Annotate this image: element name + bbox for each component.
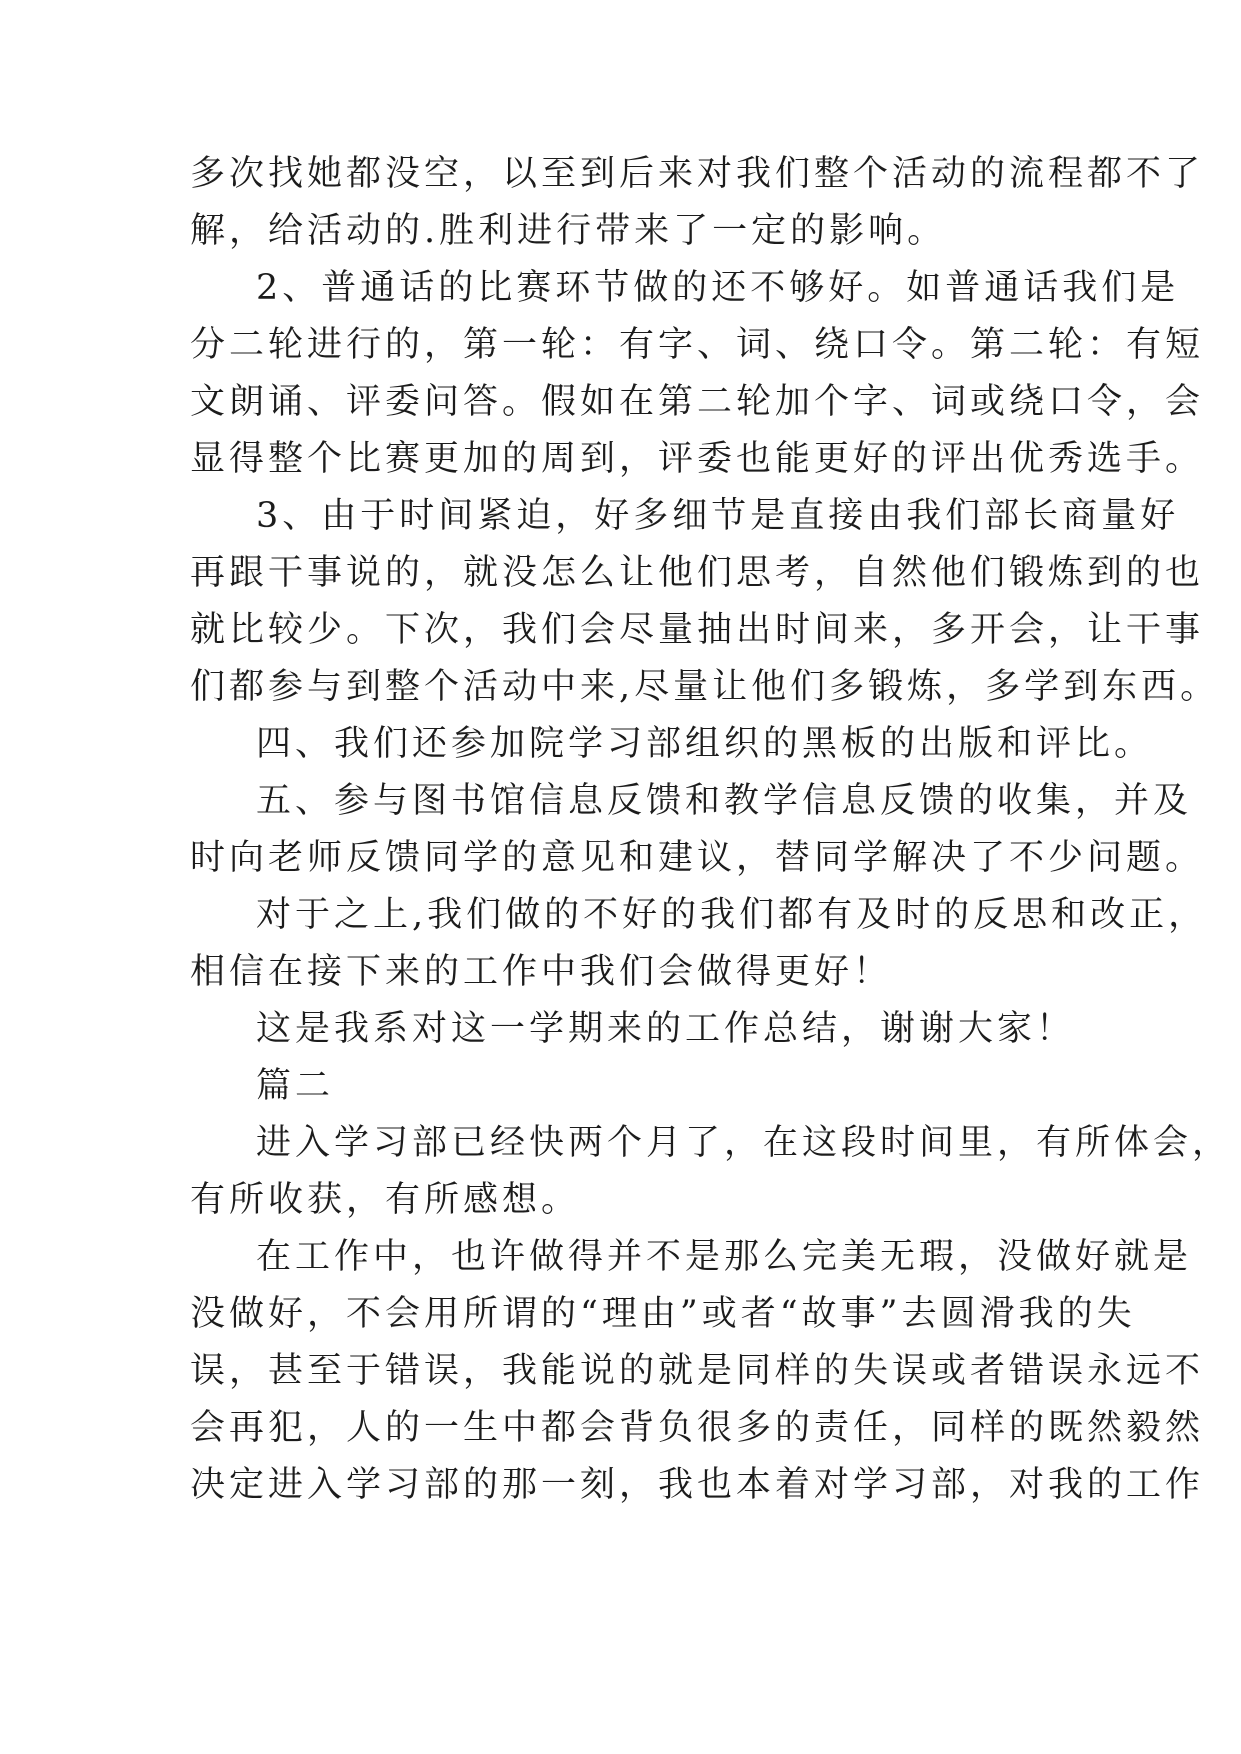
text-line: 3、由于时间紧迫，好多细节是直接由我们部长商量好: [256, 496, 1180, 536]
text-line: 四、我们还参加院学习部组织的黑板的出版和评比。: [256, 724, 1154, 764]
text-line: 有所收获，有所感想。: [190, 1180, 581, 1220]
text-line: 误，甚至于错误，我能说的就是同样的失误或者错误永远不: [190, 1351, 1205, 1391]
text-line: 对于之上,我们做的不好的我们都有及时的反思和改正，: [256, 895, 1208, 935]
text-line: 会再犯，人的一生中都会背负很多的责任，同样的既然毅然: [190, 1408, 1205, 1448]
text-line: 显得整个比赛更加的周到，评委也能更好的评出优秀选手。: [190, 439, 1205, 479]
text-line: 进入学习部已经快两个月了，在这段时间里，有所体会，: [256, 1123, 1232, 1163]
text-line: 时向老师反馈同学的意见和建议，替同学解决了不少问题。: [190, 838, 1205, 878]
text-line: 五、参与图书馆信息反馈和教学信息反馈的收集，并及: [256, 781, 1193, 821]
text-line: 相信在接下来的工作中我们会做得更好！: [190, 952, 893, 992]
section-heading: 篇二: [256, 1066, 335, 1106]
text-line: 多次找她都没空，以至到后来对我们整个活动的流程都不了: [190, 154, 1205, 194]
text-line: 就比较少。下次，我们会尽量抽出时间来，多开会，让干事: [190, 610, 1205, 650]
text-line: 文朗诵、评委问答。假如在第二轮加个字、词或绕口令，会: [190, 382, 1205, 422]
text-line: 们都参与到整个活动中来,尽量让他们多锻炼，多学到东西。: [190, 667, 1220, 707]
text-line: 没做好，不会用所谓的“理由”或者“故事”去圆滑我的失: [190, 1294, 1136, 1334]
text-line: 解，给活动的.胜利进行带来了一定的影响。: [190, 211, 947, 251]
text-line: 分二轮进行的，第一轮：有字、词、绕口令。第二轮：有短: [190, 325, 1205, 365]
text-line: 2、普通话的比赛环节做的还不够好。如普通话我们是: [256, 268, 1180, 308]
text-line: 再跟干事说的，就没怎么让他们思考，自然他们锻炼到的也: [190, 553, 1205, 593]
text-line: 这是我系对这一学期来的工作总结，谢谢大家！: [256, 1009, 1076, 1049]
text-line: 决定进入学习部的那一刻，我也本着对学习部，对我的工作: [190, 1465, 1205, 1505]
text-line: 在工作中，也许做得并不是那么完美无瑕，没做好就是: [256, 1237, 1193, 1277]
